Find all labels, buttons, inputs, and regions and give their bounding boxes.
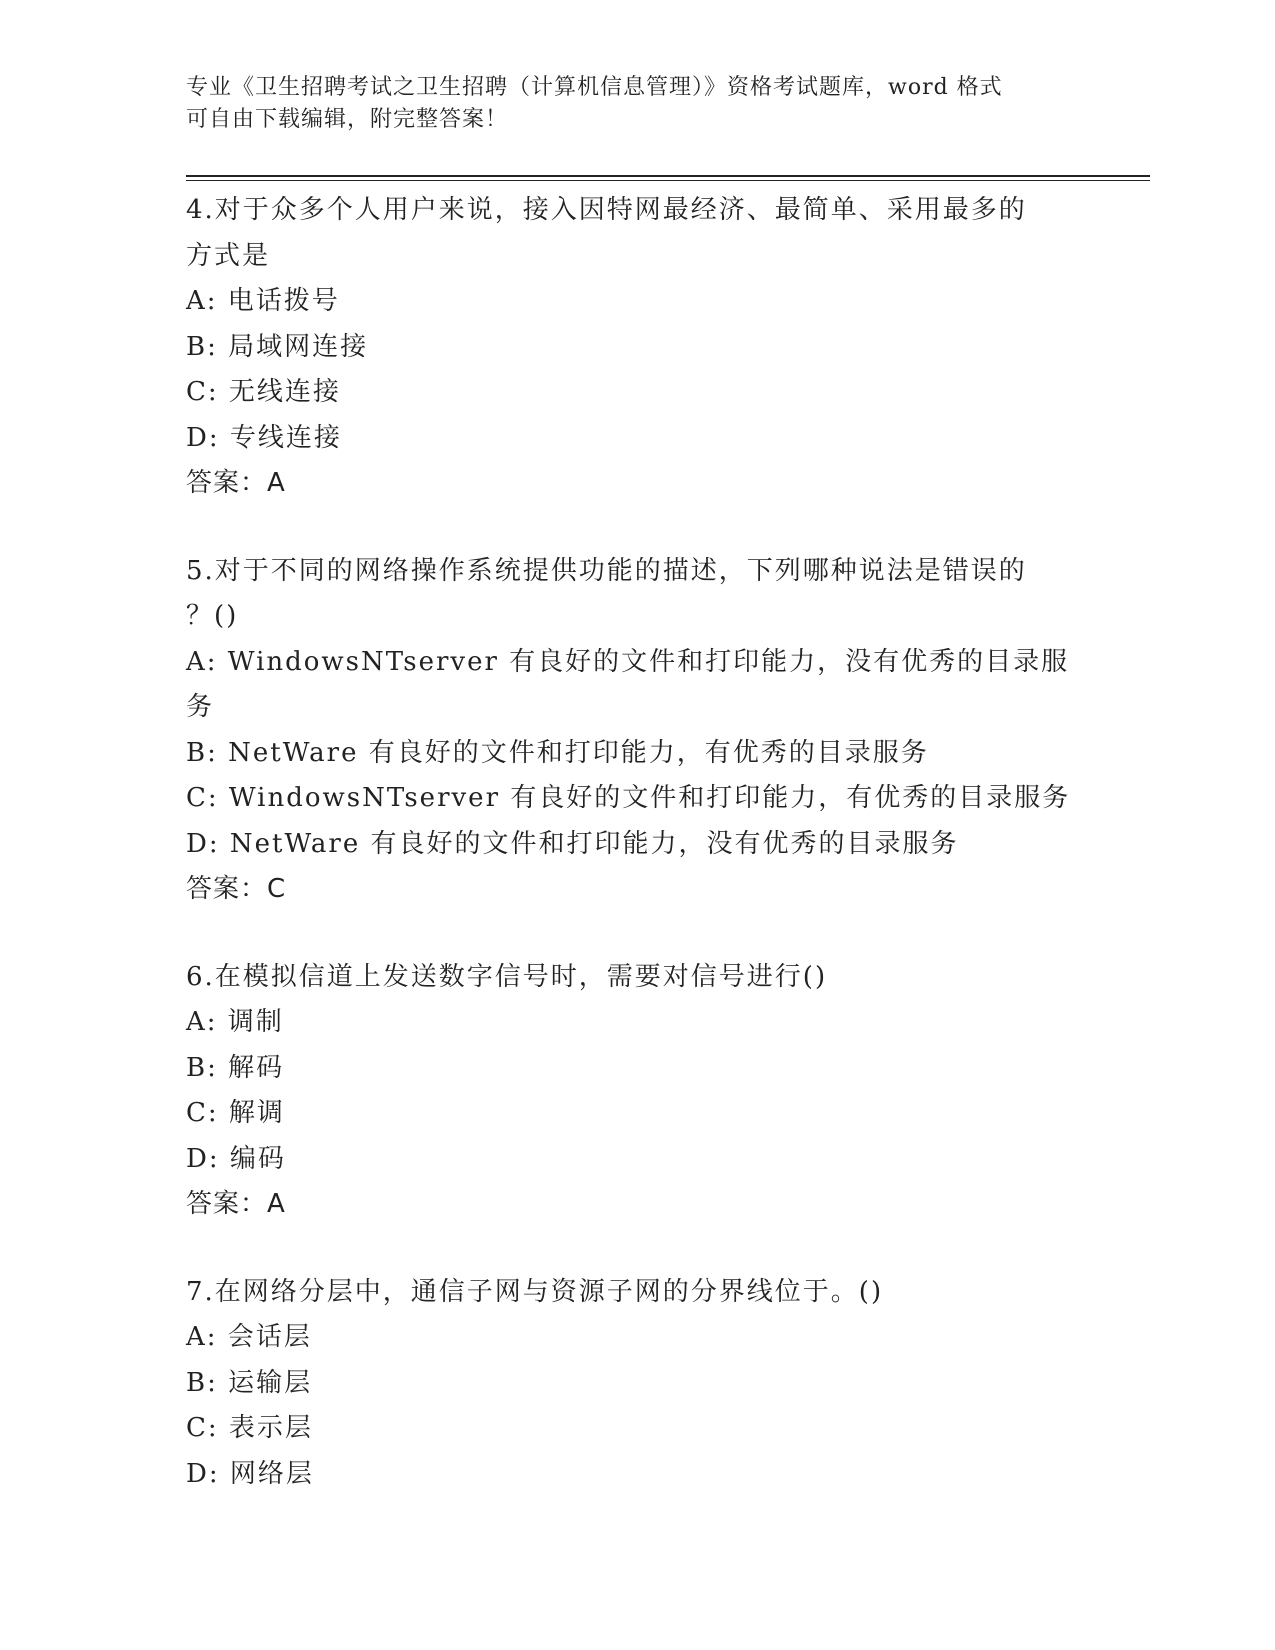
- option-b: B: 解码: [186, 1052, 285, 1083]
- header-line-2: 可自由下载编辑，附完整答案！: [186, 107, 509, 132]
- option-d: D: NetWare 有良好的文件和打印能力，没有优秀的目录服务: [186, 828, 959, 859]
- question-spacer: [186, 507, 1086, 549]
- header-line-1: 专业《卫生招聘考试之卫生招聘（计算机信息管理）》资格考试题库，word 格式: [186, 75, 1003, 100]
- option-b: B: 运输层: [186, 1367, 313, 1398]
- question-4: [186, 188, 1086, 507]
- option-d: D: 网络层: [186, 1458, 314, 1489]
- option-c: C: 无线连接: [186, 377, 341, 407]
- question-stem: 4.对于众多个人用户来说，接入因特网最经济、最简单、采用最多的: [186, 195, 1027, 225]
- question-list: [186, 188, 1086, 1497]
- header-divider: [186, 175, 1150, 181]
- option-c: C: 表示层: [186, 1413, 313, 1443]
- question-spacer: [186, 913, 1086, 955]
- option-b: B: 局域网连接: [186, 331, 369, 362]
- option-b: B: NetWare 有良好的文件和打印能力，有优秀的目录服务: [186, 737, 929, 768]
- answer-label: 答案：A: [186, 1189, 286, 1219]
- option-d: D: 编码: [186, 1143, 286, 1174]
- option-a: A: 电话拨号: [186, 286, 340, 316]
- question-stem: 6.在模拟信道上发送数字信号时，需要对信号进行(): [186, 961, 828, 992]
- question-stem: 7.在网络分层中，通信子网与资源子网的分界线位于。(): [186, 1276, 884, 1307]
- option-d: D: 专线连接: [186, 422, 342, 453]
- answer-label: 答案：A: [186, 468, 286, 498]
- question-spacer: [186, 1228, 1086, 1270]
- question-5: [186, 549, 1086, 913]
- option-c: C: WindowsNTserver 有良好的文件和打印能力，有优秀的目录服务: [186, 783, 1071, 813]
- option-c: C: 解调: [186, 1098, 285, 1128]
- question-stem-continued: ？(): [186, 601, 239, 631]
- option-a: A: 调制: [186, 1007, 284, 1037]
- question-stem: 5.对于不同的网络操作系统提供功能的描述，下列哪种说法是错误的: [186, 555, 1027, 586]
- question-6: [186, 955, 1086, 1228]
- option-a: A: WindowsNTserver 有良好的文件和打印能力，没有优秀的目录服务: [186, 646, 1070, 722]
- option-a: A: 会话层: [186, 1322, 312, 1352]
- question-7: [186, 1270, 1086, 1498]
- document-header: [186, 72, 1066, 136]
- question-stem-continued: 方式是: [186, 240, 271, 271]
- answer-label: 答案：C: [186, 874, 287, 904]
